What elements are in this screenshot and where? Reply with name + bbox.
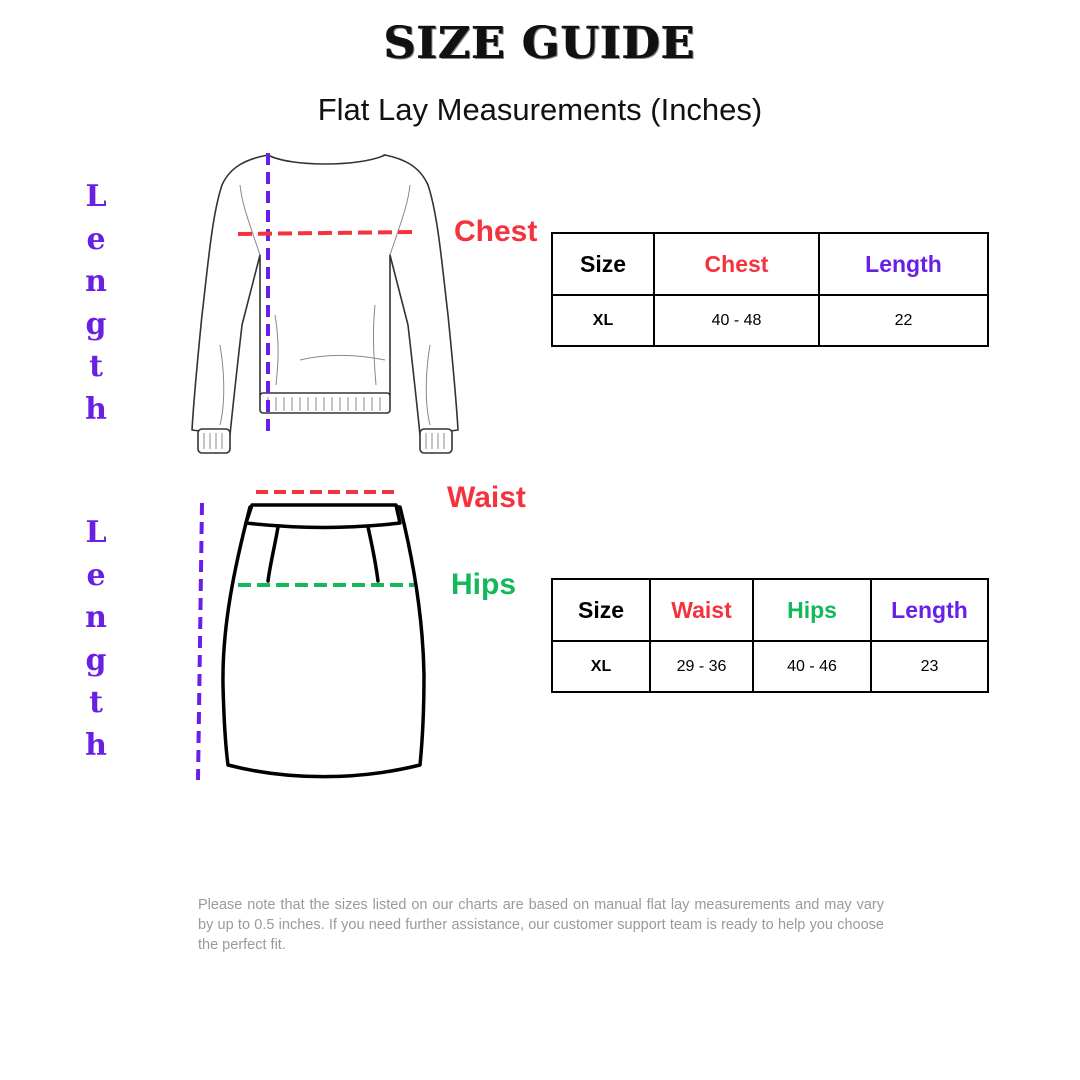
- length-letter: n: [85, 600, 107, 635]
- header-chest: Chest: [654, 233, 819, 295]
- header-length: Length: [819, 233, 988, 295]
- length-letter: g: [85, 306, 107, 342]
- disclaimer-note: Please note that the sizes listed on our charts are based on manual flat lay measurements and may vary by up to 0.5 inches. If you need further assistance, our customer support team is ready to help you choose the perfect fit.: [198, 897, 884, 953]
- length-letter: n: [85, 264, 107, 299]
- page-subtitle: Flat Lay Measurements (Inches): [317, 92, 763, 127]
- length-letter: t: [89, 349, 103, 384]
- table-row: [552, 295, 988, 346]
- sweater-size-table: [551, 232, 989, 347]
- header-waist: Waist: [650, 579, 753, 641]
- table-row: [552, 641, 988, 692]
- sweater-length-vertical-label: [76, 176, 116, 431]
- length-letter: g: [85, 642, 107, 678]
- cell-hips: 40 - 46: [753, 641, 871, 692]
- table-header-row: [552, 579, 988, 641]
- cell-chest: 40 - 48: [654, 295, 819, 346]
- sweater-illustration: [180, 145, 470, 470]
- length-letter: e: [86, 557, 106, 593]
- length-letter: h: [85, 391, 107, 427]
- skirt-length-vertical-label: [76, 512, 116, 767]
- waist-label: Waist: [447, 481, 526, 514]
- header-size: Size: [552, 579, 650, 641]
- length-letter: L: [85, 179, 107, 214]
- chest-line: [238, 232, 412, 234]
- length-letter: t: [89, 685, 103, 720]
- skirt-size-table: [551, 578, 989, 693]
- chest-label: Chest: [454, 215, 538, 248]
- skirt-icon: [190, 485, 440, 785]
- header-hips: Hips: [753, 579, 871, 641]
- header-length: Length: [871, 579, 988, 641]
- sweater-icon: [180, 145, 470, 465]
- page-title: SIZE GUIDE: [384, 18, 696, 69]
- cell-size: XL: [552, 295, 654, 346]
- skirt-length-line: [198, 503, 202, 780]
- cell-length: 23: [871, 641, 988, 692]
- length-letter: e: [86, 221, 106, 257]
- cell-waist: 29 - 36: [650, 641, 753, 692]
- table-header-row: [552, 233, 988, 295]
- header-size: Size: [552, 233, 654, 295]
- cell-length: 22: [819, 295, 988, 346]
- hips-label: Hips: [451, 568, 517, 601]
- length-letter: h: [85, 727, 107, 763]
- skirt-illustration: [190, 485, 440, 790]
- length-letter: L: [85, 515, 107, 550]
- cell-size: XL: [552, 641, 650, 692]
